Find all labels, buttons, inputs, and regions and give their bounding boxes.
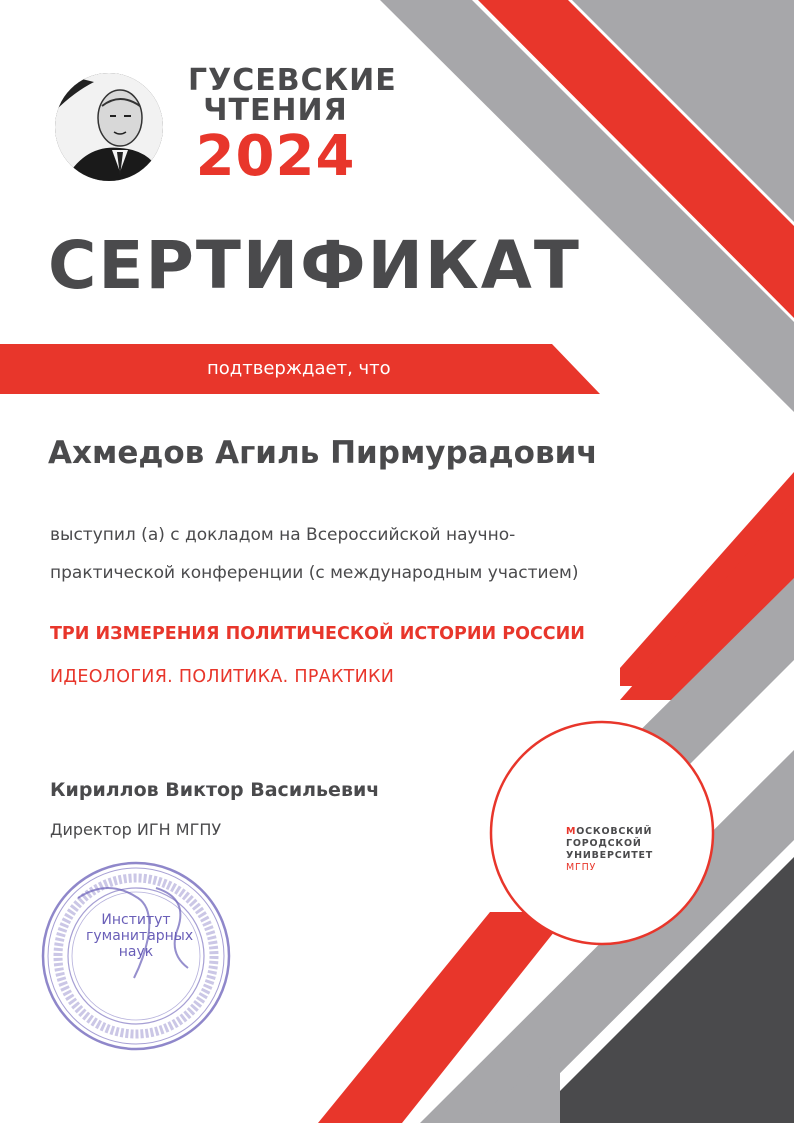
conference-subtitle: ИДЕОЛОГИЯ. ПОЛИТИКА. ПРАКТИКИ bbox=[50, 667, 395, 687]
university-abbr: МГПУ bbox=[566, 862, 597, 873]
signatory-name: Кириллов Виктор Васильевич bbox=[50, 779, 380, 801]
logo-year: 2024 bbox=[195, 124, 356, 189]
body-text-line-2: практической конференции (с международным участием) bbox=[50, 563, 579, 583]
logo-line-2: ЧТЕНИЯ bbox=[203, 93, 348, 128]
body-text-line-1: выступил (а) с докладом на Всероссийской научно- bbox=[50, 525, 516, 545]
university-line-3: УНИВЕРСИТЕТ bbox=[566, 850, 654, 861]
recipient-name: Ахмедов Агиль Пирмурадович bbox=[48, 435, 598, 471]
stamp-line-3: наук bbox=[118, 944, 154, 960]
signatory-position: Директор ИГН МГПУ bbox=[50, 820, 222, 839]
logo-line-1: ГУСЕВСКИЕ bbox=[188, 63, 397, 98]
university-line-1: МОСКОВСКИЙ bbox=[566, 826, 653, 837]
conference-title: ТРИ ИЗМЕРЕНИЯ ПОЛИТИЧЕСКОЙ ИСТОРИИ РОССИИ bbox=[50, 624, 585, 644]
university-line-2: ГОРОДСКОЙ bbox=[566, 838, 642, 849]
confirm-text: подтверждает, что bbox=[207, 358, 391, 379]
stamp-line-2: гуманитарных bbox=[86, 928, 194, 944]
portrait-image bbox=[54, 72, 164, 182]
certificate-title: СЕРТИФИКАТ bbox=[48, 227, 581, 304]
stamp-line-1: Институт bbox=[101, 912, 171, 928]
